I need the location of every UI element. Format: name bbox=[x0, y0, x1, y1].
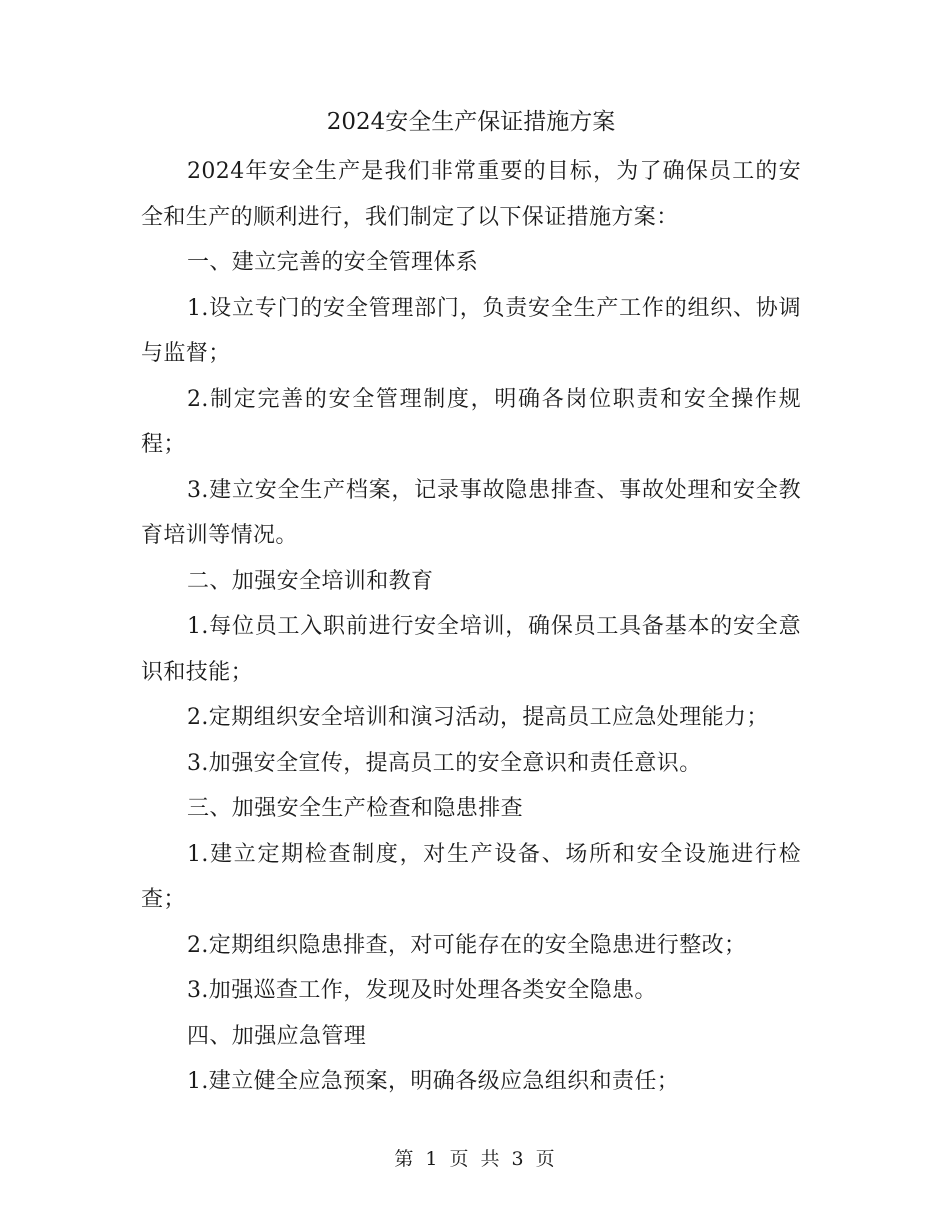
section-2-item-2: 2.定期组织安全培训和演习活动，提高员工应急处理能力； bbox=[187, 705, 769, 730]
section-4-item-1: 1.建立健全应急预案，明确各级应急组织和责任； bbox=[187, 1069, 680, 1094]
document-title: 2024安全生产保证措施方案 bbox=[326, 109, 616, 135]
section-heading-3: 三、加强安全生产检查和隐患排查 bbox=[187, 796, 524, 821]
section-1-item-3: 3.建立安全生产档案，记录事故隐患排查、事故处理和安全教育培训等情况。 bbox=[141, 477, 801, 548]
page-number-footer: 第 1 页 共 3 页 bbox=[394, 1148, 556, 1170]
section-heading-2: 二、加强安全培训和教育 bbox=[187, 568, 434, 594]
section-heading-1: 一、建立完善的安全管理体系 bbox=[187, 250, 479, 275]
section-3-item-2: 2.定期组织隐患排查，对可能存在的安全隐患进行整改； bbox=[187, 932, 747, 958]
paragraph-intro: 2024年安全生产是我们非常重要的目标，为了确保员工的安全和生产的顺利进行，我们制定了以下保证措施方案： bbox=[141, 159, 801, 230]
section-heading-4: 四、加强应急管理 bbox=[187, 1023, 367, 1049]
section-3-item-3: 3.加强巡查工作，发现及时处理各类安全隐患。 bbox=[187, 978, 657, 1003]
section-3-item-1: 1.建立定期检查制度，对生产设备、场所和安全设施进行检查； bbox=[141, 841, 801, 912]
section-1-item-2: 2.制定完善的安全管理制度，明确各岗位职责和安全操作规程； bbox=[141, 386, 801, 457]
document-body bbox=[141, 103, 801, 1105]
section-2-item-1: 1.每位员工入职前进行安全培训，确保员工具备基本的安全意识和技能； bbox=[141, 614, 801, 685]
section-1-item-1: 1.设立专门的安全管理部门，负责安全生产工作的组织、协调与监督； bbox=[141, 295, 801, 366]
section-2-item-3: 3.加强安全宣传，提高员工的安全意识和责任意识。 bbox=[187, 750, 702, 776]
